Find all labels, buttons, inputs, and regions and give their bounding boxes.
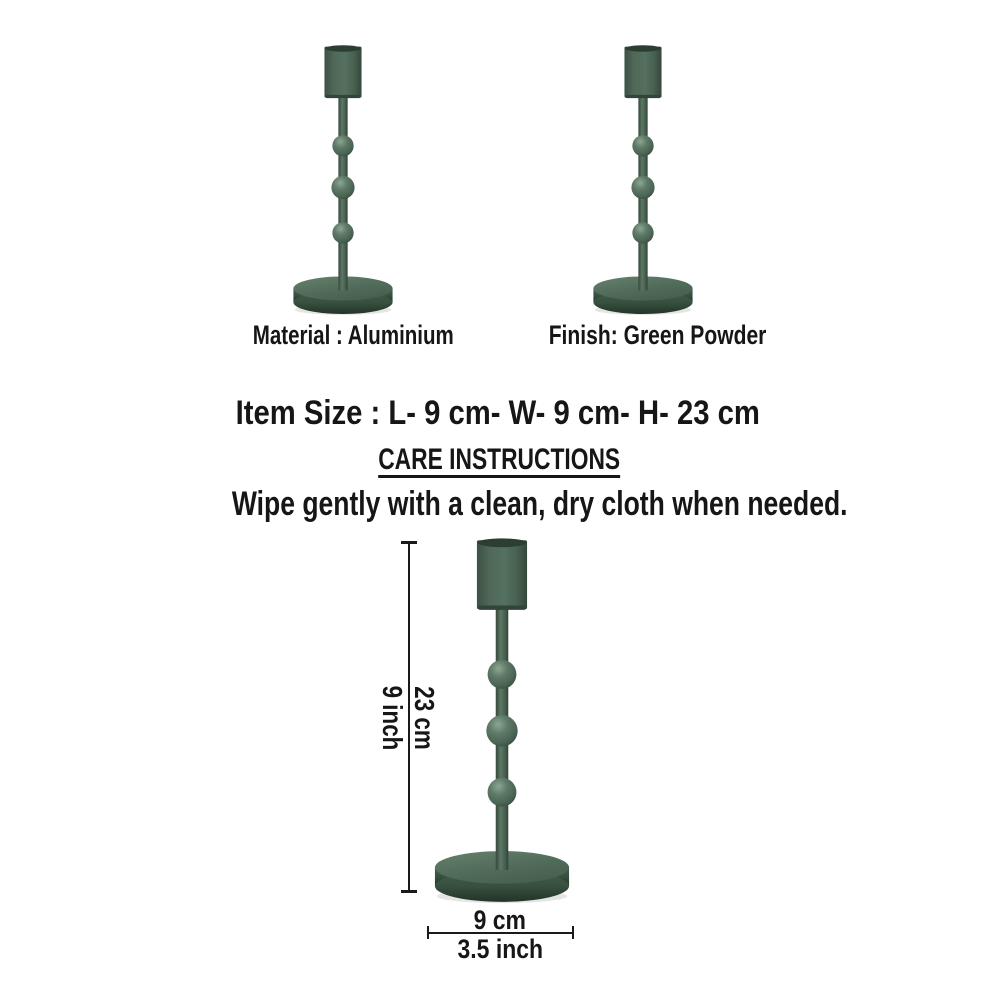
width-label-inch-text: 3.5 inch bbox=[457, 934, 543, 964]
height-label-cm: 23 cm bbox=[409, 686, 440, 750]
candlestick-photo-right bbox=[592, 42, 694, 320]
candlestick-photo-left bbox=[292, 42, 394, 320]
care-instructions-text bbox=[145, 485, 848, 523]
item-size-text: Item Size : L- 9 cm- W- 9 cm- H- 23 cm bbox=[235, 394, 761, 432]
width-label-cm-text: 9 cm bbox=[473, 905, 527, 935]
care-instructions-heading-text: CARE INSTRUCTIONS bbox=[378, 443, 620, 476]
material-caption-text: Material : Aluminium bbox=[252, 320, 454, 350]
candlestick-photo-large bbox=[433, 534, 571, 910]
finish-caption bbox=[518, 320, 767, 350]
care-instructions-heading bbox=[149, 444, 849, 476]
care-instructions-text-span: Wipe gently with a clean, dry cloth when needed. bbox=[231, 485, 848, 523]
width-label-inch bbox=[400, 935, 600, 964]
width-label-cm bbox=[400, 906, 600, 935]
height-dimension-cap-top bbox=[401, 541, 417, 544]
height-dimension-cap-bottom bbox=[401, 890, 417, 893]
item-size-line bbox=[148, 395, 848, 431]
height-label-inch: 9 inch bbox=[377, 685, 408, 751]
finish-caption-text: Finish: Green Powder bbox=[548, 320, 767, 350]
material-caption bbox=[221, 321, 461, 350]
